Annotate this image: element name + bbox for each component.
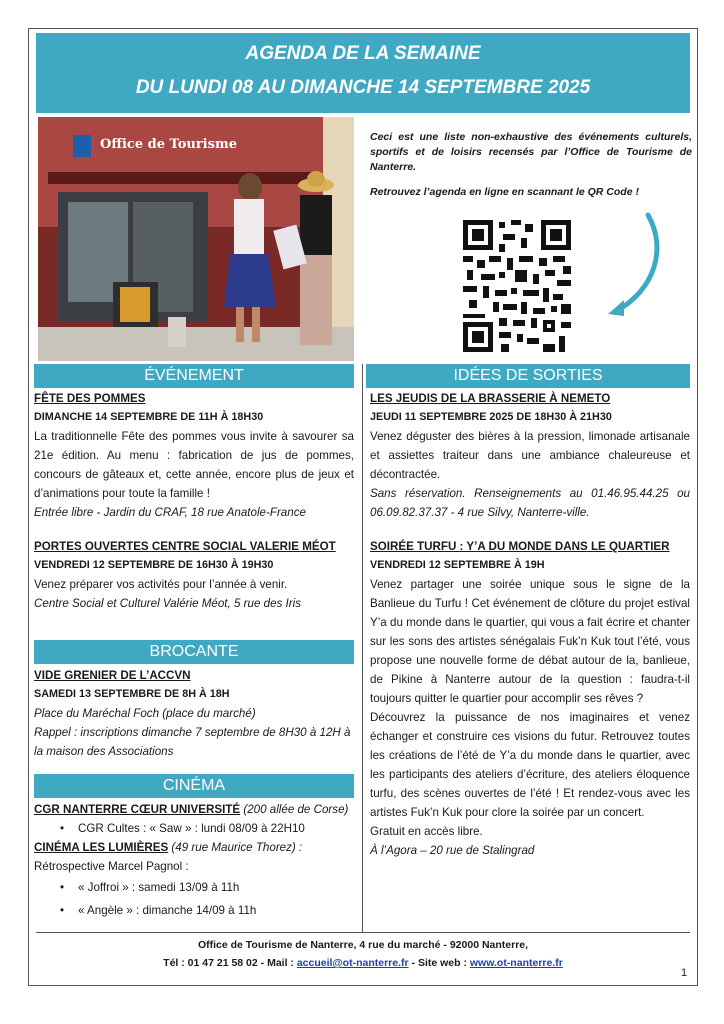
sortie-text-turfu-1: Venez partager une soirée unique sous le signe de la Banlieue du Turfu ! Cet événement de clôture du projet estival Y’a du monde dans le quartier, qui vous a fait écrire et chanter sur les sons des artistes sénégalais Fuk’n Kuk tout l’été, vous propose une nouvelle forme de débat autour de la, banlieue, de Pikine à Nanterre autour de la question : faudra-t-il toujours quitter le quartier pour accomplir ses rêves ? [370, 578, 690, 705]
cinema-cgr-item: • CGR Cultes : « Saw » : lundi 08/09 à 22H10 [34, 819, 354, 838]
sortie-date-nemeto: JEUDI 11 SEPTEMBRE 2025 DE 18H30 À 21H30 [370, 411, 612, 423]
cinema-item-angele: • « Angèle » : dimanche 14/09 à 11h [34, 901, 354, 920]
footer-web-label: - Site web : [408, 957, 470, 969]
sortie-title-nemeto: LES JEUDIS DE LA BRASSERIE À NEMETO [370, 392, 611, 405]
cinema-lumieres-title: CINÉMA LES LUMIÈRES [34, 841, 169, 854]
footer-contact [36, 954, 690, 972]
brocante-place: Place du Maréchal Foch (place du marché) [34, 707, 256, 720]
tourism-office-photo [38, 117, 354, 361]
brocante-date: SAMEDI 13 SEPTEMBRE DE 8H À 18H [34, 688, 230, 700]
footer-tel: Tél : 01 47 21 58 02 - Mail : [163, 957, 297, 969]
cinema-cgr-address: (200 allée de Corse) [240, 803, 349, 816]
event-title-pommes: FÊTE DES POMMES [34, 392, 146, 405]
sorties-column [370, 389, 690, 860]
event-date-meot: VENDREDI 12 SEPTEMBRE DE 16H30 À 19H30 [34, 559, 274, 571]
column-divider [362, 364, 363, 932]
cinema-item-joffroi: • « Joffroi » : samedi 13/09 à 11h [34, 878, 354, 897]
event-place-pommes: Entrée libre - Jardin du CRAF, 18 rue Anatole-France [34, 506, 306, 519]
footer-mail-link[interactable]: accueil@ot-nanterre.fr [296, 957, 409, 969]
sortie-free-turfu: Gratuit en accès libre. [370, 825, 483, 838]
section-evenement: ÉVÉNEMENT [34, 364, 354, 388]
footer-address: Office de Tourisme de Nanterre, 4 rue du marché - 92000 Nanterre, [197, 939, 529, 951]
cinema-cgr-title: CGR NANTERRE CŒUR UNIVERSITÉ [34, 803, 241, 816]
header-title: AGENDA DE LA SEMAINE [245, 43, 481, 64]
intro-qr-hint: Retrouvez l’agenda en ligne en scannant le QR Code ! [370, 186, 639, 198]
sortie-title-turfu: SOIRÉE TURFU : Y’A DU MONDE DANS LE QUARTIER [370, 540, 670, 553]
event-text-meot: Venez préparer vos activités pour l’année à venir. [34, 578, 288, 591]
header-dates: DU LUNDI 08 AU DIMANCHE 14 SEPTEMBRE 2025 [135, 77, 591, 98]
qr-code-icon[interactable] [463, 220, 571, 352]
cinema-lumieres-address: (49 rue Maurice Thorez) : [168, 841, 303, 854]
footer [36, 936, 690, 972]
curved-arrow-icon [578, 210, 668, 320]
event-text-pommes: La traditionnelle Fête des pommes vous invite à savourer sa 21e édition. Au menu : fabrication de jus de pommes, concours de gâteaux et, cette année, encore plus de jeux et d’animations pour toute la famille ! [34, 430, 354, 500]
header-banner [36, 33, 690, 113]
sortie-date-turfu: VENDREDI 12 SEPTEMBRE À 19H [370, 559, 545, 571]
brocante-column [34, 666, 354, 761]
event-date-pommes: DIMANCHE 14 SEPTEMBRE DE 11H À 18H30 [34, 411, 264, 423]
event-title-meot: PORTES OUVERTES CENTRE SOCIAL VALERIE MÉOT [34, 540, 336, 553]
section-cinema: CINÉMA [34, 774, 354, 798]
brocante-note: Rappel : inscriptions dimanche 7 septembre de 8H30 à 12H à la maison des Associations [34, 726, 351, 758]
footer-web-link[interactable]: www.ot-nanterre.fr [469, 957, 563, 969]
sortie-place-turfu: À l’Agora – 20 rue de Stalingrad [370, 844, 535, 857]
event-place-meot: Centre Social et Culturel Valérie Méot, 5 rue des Iris [34, 597, 301, 610]
brocante-title: VIDE GRENIER DE L’ACCVN [34, 669, 191, 682]
page-number: 1 [681, 967, 688, 979]
sortie-text-turfu-2: Découvrez la puissance de nos imaginaires et venez échanger et construire ces visions du futur. Retrouvez toutes les créations de l’été de Y’a du monde dans le quartier, avec les participants des ateliers d’écriture, des ateliers éloquence turfu, des scènes ouvertes de l’été ! Et rendez-vous avec les artistes Fuk’n Kuk pour clore la soirée par un concert. [370, 711, 690, 819]
sortie-info-nemeto: Sans réservation. Renseignements au 01.46.95.44.25 ou 06.09.82.37.37 - 4 rue Silvy, Nanterre-ville. [370, 487, 690, 519]
cinema-lumieres-intro: Rétrospective Marcel Pagnol : [34, 860, 189, 873]
office-sign: Office de Tourisme [100, 137, 237, 152]
sortie-text-nemeto: Venez déguster des bières à la pression, limonade artisanale et assiettes traiteur dans une ambiance chaleureuse et décontractée. [370, 430, 690, 481]
cinema-column [34, 800, 354, 920]
intro-paragraph: Ceci est une liste non-exhaustive des événements culturels, sportifs et de loisirs recensés par l’Office de Tourisme de Nanterre. [370, 131, 692, 173]
section-brocante: BROCANTE [34, 640, 354, 664]
events-column [34, 389, 354, 613]
footer-divider [36, 932, 690, 933]
intro-text [370, 130, 692, 210]
section-sorties: IDÉES DE SORTIES [366, 364, 690, 388]
